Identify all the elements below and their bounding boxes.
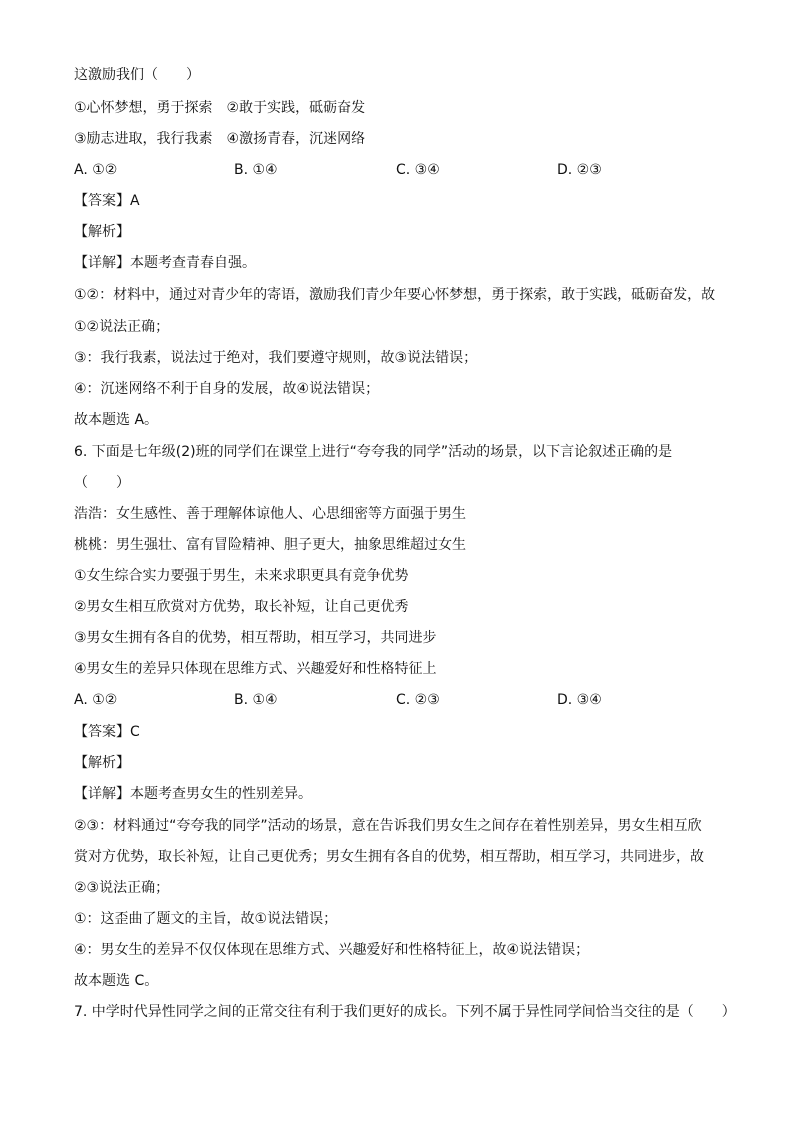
q6-explanation-4: ①：这歪曲了题文的主旨，故①说法错误； [74,911,338,927]
q5-option-b: B. ①④ [234,162,278,178]
q5-explanation-4: ④：沉迷网络不利于自身的发展，故④说法错误； [74,381,380,397]
q5-conclusion: 故本题选 A。 [74,412,159,428]
q5-analysis-label: 【解析】 [74,224,130,240]
q5-explanation-1: ①②：材料中，通过对青少年的寄语，激励我们青少年要心怀梦想，勇于探索，敢于实践，砥砺奋发，故 [74,287,716,303]
q5-answer: 【答案】A [74,193,140,209]
q7-stem: 7. 中学时代异性同学之间的正常交往有利于我们更好的成长。下列不属于异性同学间恰当交往的是（ ） [74,1004,736,1020]
q6-option-c: C. ②③ [396,692,440,708]
q6-statement-3: ③男女生拥有各自的优势，相互帮助，相互学习，共同进步 [74,630,437,646]
q6-answer: 【答案】C [74,724,140,740]
q6-explanation-1: ②③：材料通过“夸夸我的同学”活动的场景，意在告诉我们男女生之间存在着性别差异，男女生相互欣 [74,818,702,834]
q5-statement-2: ③励志进取，我行我素 ④激扬青春，沉迷网络 [74,131,366,147]
q6-option-b: B. ①④ [234,692,278,708]
q6-statement-1: ①女生综合实力要强于男生，未来求职更具有竞争优势 [74,568,409,584]
q6-stem-2: （ ） [74,475,130,491]
q6-option-a: A. ①② [74,692,118,708]
q5-option-a: A. ①② [74,162,118,178]
q6-statement-2: ②男女生相互欣赏对方优势，取长补短，让自己更优秀 [74,599,409,615]
q6-statement-4: ④男女生的差异只体现在思维方式、兴趣爱好和性格特征上 [74,661,437,677]
q6-explanation-3: ②③说法正确； [74,880,170,896]
q6-analysis-label: 【解析】 [74,755,130,771]
q6-conclusion: 故本题选 C。 [74,973,159,989]
q5-stem-tail: 这激励我们（ ） [74,67,200,83]
q6-dialogue-1: 浩浩：女生感性、善于理解体谅他人、心思细密等方面强于男生 [74,506,466,522]
q6-option-d: D. ③④ [557,692,602,708]
q5-option-d: D. ②③ [557,162,602,178]
q5-option-c: C. ③④ [396,162,440,178]
q5-explanation-3: ③：我行我素，说法过于绝对，我们要遵守规则，故③说法错误； [74,350,478,366]
q5-explanation-2: ①②说法正确； [74,319,170,335]
q5-detail: 【详解】本题考查青春自强。 [74,255,256,271]
q6-explanation-5: ④：男女生的差异不仅仅体现在思维方式、兴趣爱好和性格特征上，故④说法错误； [74,942,590,958]
q6-stem-1: 6. 下面是七年级(2)班的同学们在课堂上进行“夸夸我的同学”活动的场景，以下言论叙述正确的是 [74,444,673,460]
q6-dialogue-2: 桃桃：男生强壮、富有冒险精神、胆子更大，抽象思维超过女生 [74,537,466,553]
q6-detail: 【详解】本题考查男女生的性别差异。 [74,786,312,802]
q5-statement-1: ①心怀梦想，勇于探索 ②敢于实践，砥砺奋发 [74,100,366,116]
q6-explanation-2: 赏对方优势，取长补短，让自己更优秀；男女生拥有各自的优势，相互帮助，相互学习，共同进步，故 [74,849,704,865]
